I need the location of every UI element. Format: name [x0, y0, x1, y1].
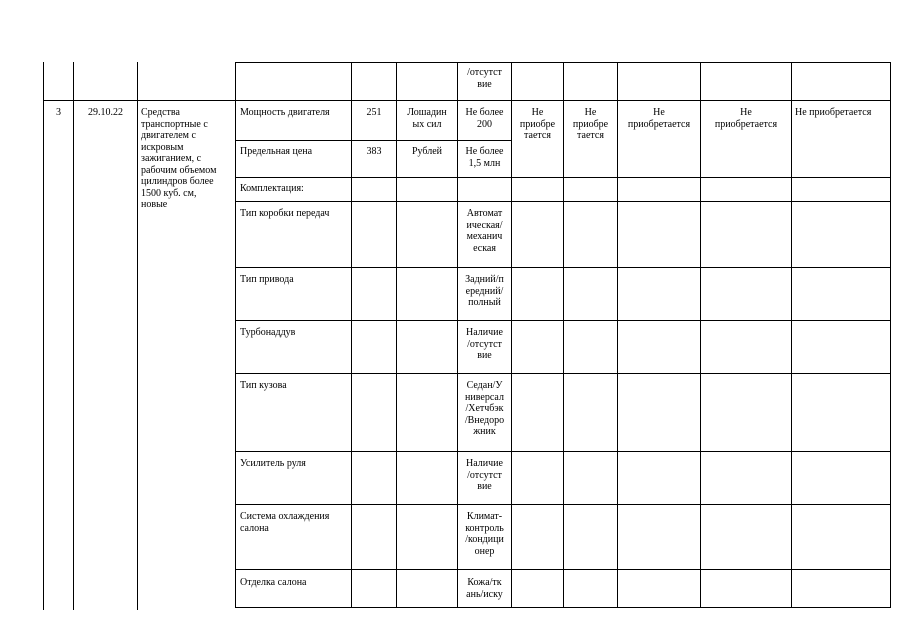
cell-param-value: Климат- контроль /кондици онер	[465, 511, 504, 557]
table-divider-c1-c2	[563, 62, 564, 607]
row-separator	[235, 569, 891, 570]
cell-param-name: Комплектация:	[240, 183, 304, 194]
cell-param-value: Кожа/тк ань/иску	[466, 577, 503, 600]
row-separator	[235, 373, 891, 374]
cell-param-value: Автомат ическая/ механич еская	[466, 208, 503, 254]
cell-param-name: Тип кузова	[240, 380, 287, 391]
table-divider-c3-c4	[700, 62, 701, 607]
cell-param-name: Усилитель руля	[240, 458, 306, 469]
cell-not-acquired: Не приобре тается	[572, 107, 609, 141]
cell-param-code: 383	[366, 146, 382, 157]
cell-param-value: Наличие /отсутст вие	[466, 327, 503, 361]
table-divider-date-name	[137, 62, 138, 610]
table-divider-name-param	[235, 62, 236, 607]
row-separator	[235, 451, 891, 452]
row-separator-entry	[43, 100, 891, 101]
cell-param-name: Тип коробки передач	[240, 208, 330, 219]
cell-not-acquired: Не приобретается	[795, 107, 872, 118]
table-divider-num-date	[73, 62, 74, 610]
table-divider-c2-c3	[617, 62, 618, 607]
table-divider-c4-c5	[791, 62, 792, 607]
cell-entry-date: 29.10.22	[88, 107, 123, 118]
cell-entry-number: 3	[56, 107, 61, 118]
table-divider-code-unit	[396, 62, 397, 607]
row-separator	[235, 140, 511, 141]
cell-param-value: Седан/У ниверсал /Хетчбэк /Внедоро жник	[464, 380, 505, 437]
cell-value-continuation: /отсутст вие	[467, 67, 502, 90]
cell-param-value: Наличие /отсутст вие	[466, 458, 503, 492]
table-border-right	[890, 62, 891, 607]
table-top-border	[235, 62, 891, 63]
cell-param-code: 251	[366, 107, 382, 118]
cell-param-name: Система охлаждения салона	[240, 511, 330, 534]
row-separator	[235, 320, 891, 321]
cell-param-name: Мощность двигателя	[240, 107, 330, 118]
cell-param-name: Турбонаддув	[240, 327, 296, 338]
cell-param-value: Не более 1,5 млн	[465, 146, 504, 169]
cell-entry-name: Средства транспортные с двигателем с искровым зажиганием, с рабочим объемом цилиндров более 1500 куб. см, новые	[141, 107, 217, 210]
cell-not-acquired: Не приобретается	[627, 107, 691, 130]
cell-param-value: Не более 200	[465, 107, 504, 130]
row-separator	[235, 504, 891, 505]
table-divider-value-c1	[511, 62, 512, 607]
cell-param-name: Предельная цена	[240, 146, 313, 157]
table-bottom-border	[235, 607, 891, 608]
row-separator	[235, 201, 891, 202]
table-border-left	[43, 62, 44, 610]
cell-not-acquired: Не приобре тается	[519, 107, 556, 141]
cell-param-unit: Рублей	[411, 146, 443, 157]
table-divider-param-code	[351, 62, 352, 607]
cell-param-name: Отделка салона	[240, 577, 307, 588]
cell-not-acquired: Не приобретается	[714, 107, 778, 130]
cell-param-unit: Лошадин ых сил	[407, 107, 447, 130]
row-separator	[235, 177, 891, 178]
cell-param-value: Задний/п ередний/ полный	[465, 274, 504, 308]
cell-param-name: Тип привода	[240, 274, 294, 285]
row-separator	[235, 267, 891, 268]
